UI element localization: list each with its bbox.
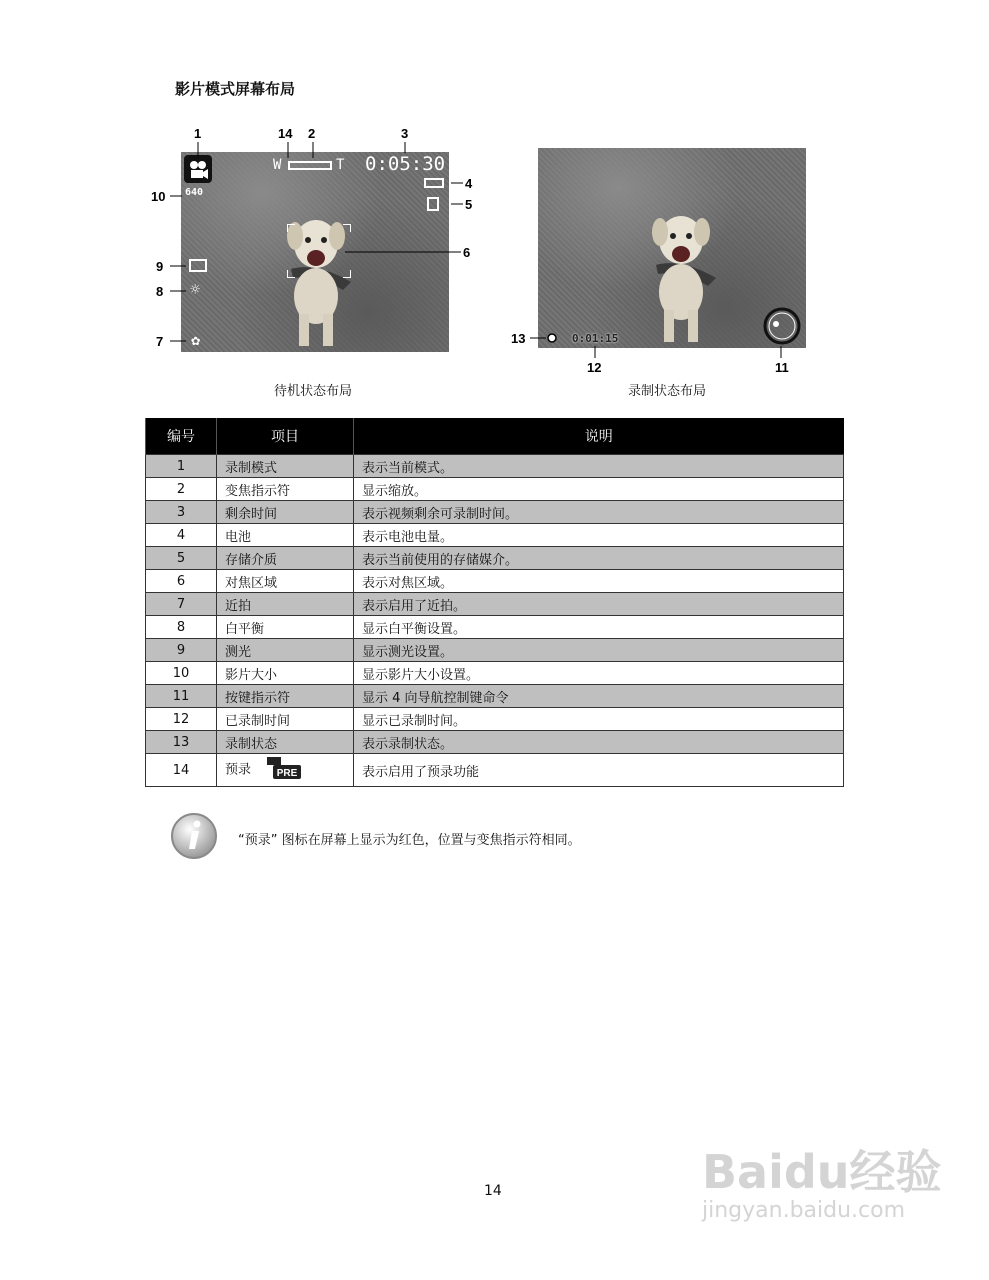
row-item: 对焦区域 [217,570,354,593]
row-number: 2 [146,478,217,501]
table-row [146,639,844,662]
header-number: 编号 [146,418,217,455]
callout-3: 3 [401,126,409,141]
section-title: 影片模式屏幕布局 [175,80,296,98]
table-row [146,708,844,731]
table-row [146,570,844,593]
row-number: 5 [146,547,217,570]
row-description: 表示对焦区域。 [354,570,844,593]
record-caption: 录制状态布局 [628,384,707,399]
watermark-url: jingyan.baidu.com [702,1198,906,1223]
row-number: 11 [146,685,217,708]
callout-4: 4 [465,176,473,191]
row-item: 剩余时间 [217,501,354,524]
white-balance-sun-icon: ☼ [190,280,201,300]
page-number: 14 [484,1183,502,1199]
table-row [146,501,844,524]
row-number: 13 [146,731,217,754]
row-description: 显示缩放。 [354,478,844,501]
callout-14: 14 [278,126,293,141]
pre-record-icon-text: PRE [276,768,298,779]
row-item: 按键指示符 [217,685,354,708]
row-description: 表示视频剩余可录制时间。 [354,501,844,524]
row-item: 存储介质 [217,547,354,570]
row-description: 表示启用了近拍。 [354,593,844,616]
macro-flower-icon: ✿ [191,331,201,349]
row-number: 7 [146,593,217,616]
row-description: 显示测光设置。 [354,639,844,662]
row-item-label: 预录 [225,762,252,778]
table-row [146,593,844,616]
pre-record-icon [265,755,303,785]
row-item: 测光 [217,639,354,662]
watermark-logo: Baidu经验 [702,1145,942,1199]
table-row [146,754,844,787]
callout-leader-lines [0,0,989,420]
row-description: 显示 4 向导航控制键命令 [354,685,844,708]
row-item [217,754,354,787]
callout-1: 1 [194,126,202,141]
header-item: 项目 [217,418,354,455]
row-description: 表示当前模式。 [354,455,844,478]
row-number: 4 [146,524,217,547]
table-row [146,547,844,570]
standby-caption: 待机状态布局 [274,384,353,399]
callout-12: 12 [587,360,602,375]
note-text: “预录” 图标在屏幕上显示为红色，位置与变焦指示符相同。 [238,833,581,848]
callout-7: 7 [156,334,164,349]
row-number: 8 [146,616,217,639]
table-row [146,478,844,501]
row-number: 6 [146,570,217,593]
remaining-time: 0:05:30 [365,153,446,175]
row-description: 表示启用了预录功能 [354,754,844,787]
row-item: 已录制时间 [217,708,354,731]
row-description: 显示已录制时间。 [354,708,844,731]
zoom-w-label: W [273,157,282,173]
callout-9: 9 [156,259,164,274]
row-number: 9 [146,639,217,662]
row-number: 12 [146,708,217,731]
row-description: 显示影片大小设置。 [354,662,844,685]
movie-size-icon: 640 [185,187,204,198]
row-item: 电池 [217,524,354,547]
row-description: 表示电池电量。 [354,524,844,547]
callout-10: 10 [151,189,166,204]
row-item: 白平衡 [217,616,354,639]
row-item: 近拍 [217,593,354,616]
watermark [702,1136,942,1223]
zoom-t-label: T [336,157,345,173]
header-description: 说明 [354,418,844,455]
table-row [146,455,844,478]
info-icon [170,812,218,864]
table-row [146,685,844,708]
row-item: 录制模式 [217,455,354,478]
table-row [146,524,844,547]
row-number: 14 [146,754,217,787]
elapsed-time: 0:01:15 [572,332,619,345]
row-item: 变焦指示符 [217,478,354,501]
row-item: 影片大小 [217,662,354,685]
callout-6: 6 [463,245,471,260]
row-description: 显示白平衡设置。 [354,616,844,639]
callout-2: 2 [308,126,316,141]
table-row [146,662,844,685]
callout-5: 5 [465,197,473,212]
row-description: 表示当前使用的存储媒介。 [354,547,844,570]
callout-11: 11 [775,360,789,375]
row-number: 1 [146,455,217,478]
table-header-row [146,418,844,455]
row-description: 表示录制状态。 [354,731,844,754]
callout-13: 13 [511,331,526,346]
table-row [146,616,844,639]
row-number: 3 [146,501,217,524]
callout-8: 8 [156,284,164,299]
layout-legend-table [145,418,844,787]
table-row [146,731,844,754]
row-item: 录制状态 [217,731,354,754]
row-number: 10 [146,662,217,685]
